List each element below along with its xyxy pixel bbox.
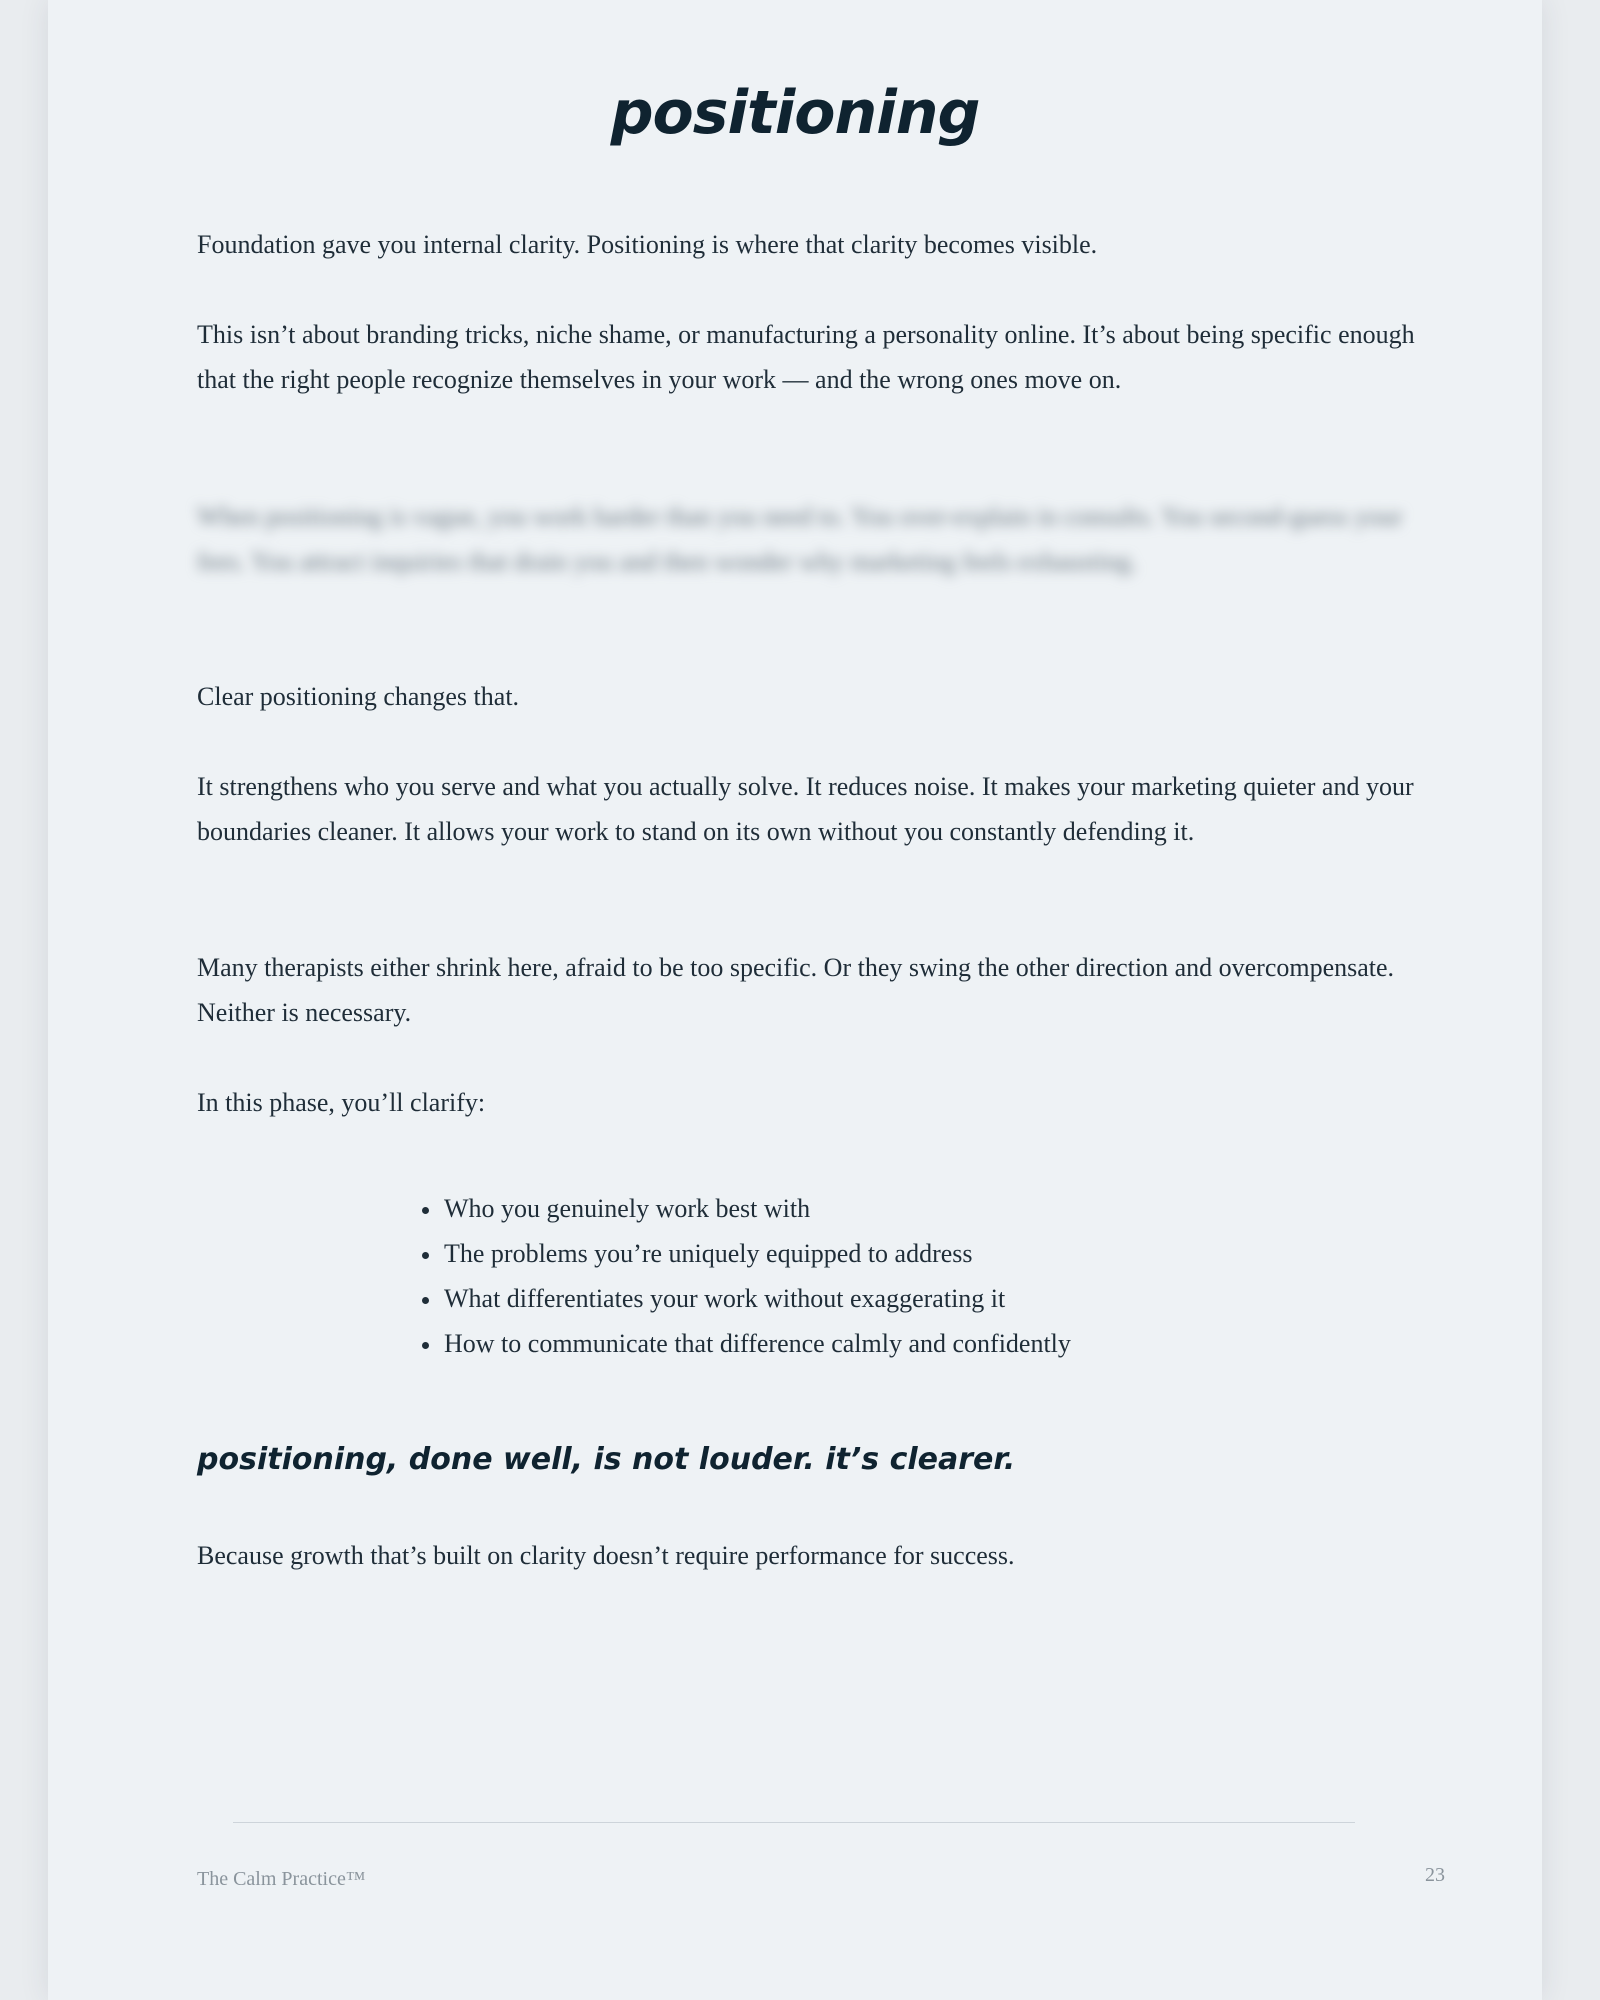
paragraph-intro: Foundation gave you internal clarity. Positioning is where that clarity becomes visible. [197,230,1098,259]
paragraph-strengthens: It strengthens who you serve and what you actually solve. It reduces noise. It makes your marketing quieter and your boundaries cleaner. It allows your work to stand on its own without you constantly defending it. [197,772,1414,846]
paragraph-blurred: When positioning is vague, you work harder than you need to. You over-explain in consults. You second-guess your fees. You attract inquiries that drain you and then wonder why marketing feels exhausting. [197,502,1403,576]
paragraph-phase-intro: In this phase, you’ll clarify: [197,1088,486,1117]
list-item: • The problems you’re uniquely equipped to address [442,1231,1492,1276]
page-number: 23 [1425,1864,1445,1886]
clarify-list [394,1186,1492,1366]
paragraph-clear-positioning: Clear positioning changes that. [197,682,520,711]
footer-brand: The Calm Practice™ [197,1868,366,1890]
list-item: • How to communicate that difference calmly and confidently [442,1321,1492,1366]
list-item: • Who you genuinely work best with [442,1186,1492,1231]
section-subheading: positioning, done well, is not louder. it’s clearer. [197,1442,1016,1477]
document-page [48,0,1542,2000]
paragraph-many-therapists: Many therapists either shrink here, afraid to be too specific. Or they swing the other direction and overcompensate. Neither is necessary. [197,953,1395,1027]
page-title: positioning [610,78,980,148]
paragraph-closing: Because growth that’s built on clarity doesn’t require performance for success. [197,1541,1015,1570]
footer-divider [233,1822,1355,1823]
paragraph-not-branding: This isn’t about branding tricks, niche shame, or manufacturing a personality online. It’s about being specific enough that the right people recognize themselves in your work — and the wrong ones move on. [197,320,1415,394]
list-item: • What differentiates your work without exaggerating it [442,1276,1492,1321]
